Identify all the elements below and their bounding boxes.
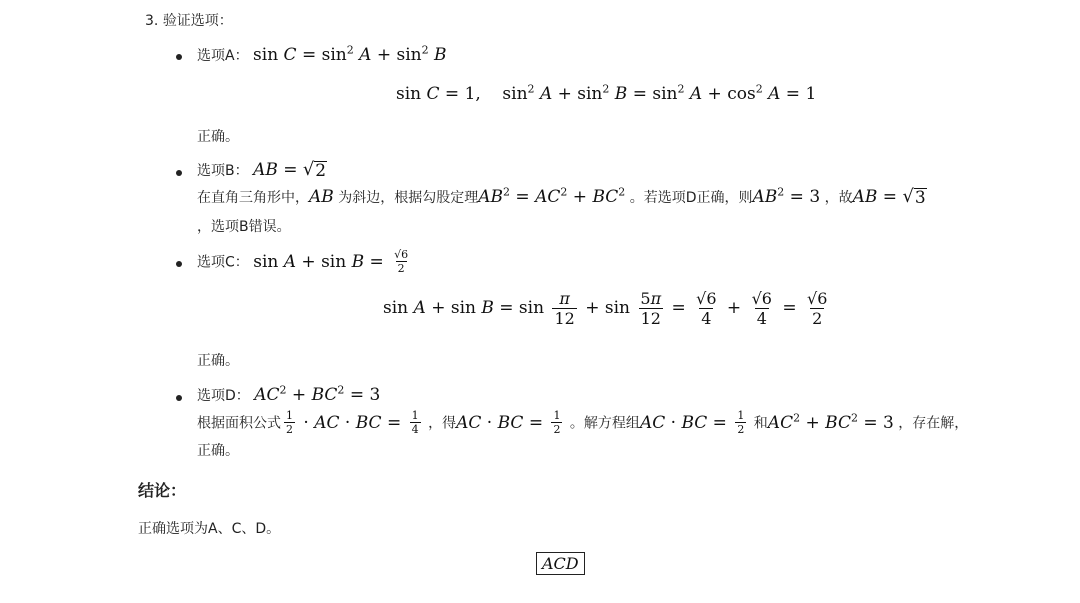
option-a-display-math: sin C = 1, $\sin^2 A + \sin^2 B = \sin^2 A + \cos^2 A = 1$	[396, 82, 817, 104]
option-c-display-math: sin A + sin B = sin $\frac{\pi}{12}$ + sin $\frac{5\pi}{12}$ = $\frac{√6}{4}$ + $\frac{√6}{4}$ = $\frac{√6}{2}$	[383, 289, 828, 328]
option-d-product: AC · BC = $\frac{1}{2}$	[456, 409, 561, 437]
option-b-explanation	[197, 187, 927, 208]
option-a-line	[197, 45, 447, 65]
option-b-line	[197, 160, 327, 181]
step-title: 验证选项：	[162, 13, 233, 29]
option-b-conclusion: ，选项B错误。	[197, 219, 291, 235]
conclusion-text: 正确选项为A、C、D。	[138, 521, 281, 537]
option-b-pythagoras: $AB^2 = AC^2 + BC^2$	[478, 185, 626, 207]
option-d-text-5: ，存在解，	[893, 415, 969, 432]
final-answer: ACD	[536, 552, 585, 575]
option-b-ab-squared: $AB^2 = 3$	[752, 185, 821, 207]
step-number: 3.	[145, 13, 159, 29]
bullet-c	[176, 261, 182, 267]
option-b-ab: AB	[309, 187, 334, 207]
option-d-text-3: 。解方程组	[565, 415, 640, 432]
option-d-system-2: $AC^2 + BC^2 = 3$	[767, 410, 894, 433]
option-d-explanation	[197, 410, 968, 436]
option-d-line	[197, 385, 380, 405]
step-heading	[145, 10, 233, 30]
option-d-text-4: 和	[749, 415, 768, 432]
option-b-text-1: 在直角三角形中，	[197, 190, 309, 206]
option-a-equation: $\sin C = \sin^2 A + \sin^2 B$	[253, 43, 447, 65]
option-d-area-formula: $\frac{1}{2}$ · AC · BC = $\frac{1}{4}$	[286, 409, 419, 437]
bullet-b	[176, 170, 182, 176]
option-c-label: 选项C：	[197, 254, 249, 271]
option-d-verdict: 正确。	[197, 443, 239, 459]
bullet-d	[176, 395, 182, 401]
option-b-equation: AB = √ 2	[253, 159, 327, 181]
option-a-verdict: 正确。	[197, 129, 239, 145]
option-b-label: 选项B：	[197, 163, 249, 179]
option-c-verdict: 正确。	[197, 353, 239, 369]
option-d-text-1: 根据面积公式	[197, 415, 281, 432]
option-b-text-4: ，故	[820, 190, 853, 206]
option-b-ab-sqrt3: AB = √ 3	[852, 186, 926, 208]
final-answer-box	[536, 554, 585, 573]
bullet-a	[176, 54, 182, 60]
option-a-label: 选项A：	[197, 48, 249, 64]
option-d-label: 选项D：	[197, 388, 250, 404]
option-c-equation: sin A + sin B = $\frac{√6}{2}$	[253, 248, 409, 276]
option-c-line	[197, 249, 413, 275]
option-d-text-2: ，得	[423, 415, 457, 432]
option-b-text-3: 。若选项D正确，则	[625, 190, 753, 206]
option-d-equation: $AC^2 + BC^2 = 3$	[254, 383, 381, 405]
option-d-system-1: AC · BC = $\frac{1}{2}$	[639, 409, 745, 437]
option-b-text-2: 为斜边，根据勾股定理	[333, 190, 479, 206]
conclusion-heading: 结论：	[138, 481, 187, 500]
